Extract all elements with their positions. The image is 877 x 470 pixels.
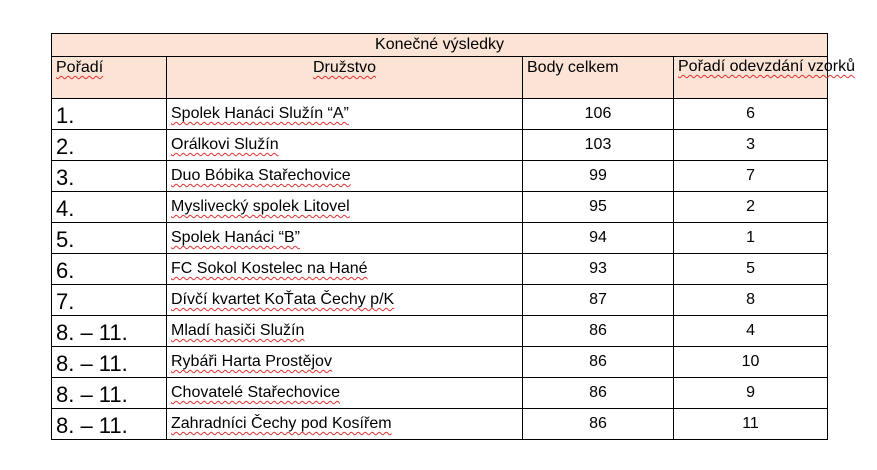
team-name: Chovatelé Stařechovice — [171, 384, 340, 401]
rank-cell: 8. – 11. — [52, 378, 167, 409]
table-row — [52, 99, 828, 130]
header-team — [167, 57, 523, 99]
order-cell: 2 — [674, 192, 828, 223]
points-cell: 94 — [523, 223, 674, 254]
results-table — [51, 33, 855, 440]
table-row — [52, 409, 828, 440]
table-row — [52, 254, 828, 285]
header-order — [674, 57, 855, 99]
order-cell: 6 — [674, 99, 828, 130]
header-team-label: Družstvo — [312, 59, 377, 76]
points-cell: 87 — [523, 285, 674, 316]
order-cell: 8 — [674, 285, 828, 316]
order-cell: 1 — [674, 223, 828, 254]
points-cell: 86 — [523, 316, 674, 347]
table-row — [52, 161, 828, 192]
rank-cell: 1. — [52, 99, 167, 130]
rank-cell: 7. — [52, 285, 167, 316]
points-cell: 86 — [523, 378, 674, 409]
team-cell — [167, 285, 523, 316]
order-cell: 7 — [674, 161, 828, 192]
team-name: Duo Bóbika Stařechovice — [171, 167, 351, 184]
team-name: FC Sokol Kostelec na Hané — [171, 260, 368, 277]
points-cell: 86 — [523, 347, 674, 378]
table-row — [52, 316, 828, 347]
header-points — [523, 57, 674, 99]
rank-cell: 8. – 11. — [52, 347, 167, 378]
order-cell: 9 — [674, 378, 828, 409]
points-cell: 103 — [523, 130, 674, 161]
team-name: Myslivecký spolek Litovel — [171, 198, 350, 215]
rank-cell: 8. – 11. — [52, 316, 167, 347]
header-row — [52, 57, 828, 99]
table-body — [52, 99, 828, 440]
rank-cell: 2. — [52, 130, 167, 161]
points-cell: 95 — [523, 192, 674, 223]
table-row — [52, 347, 828, 378]
team-cell — [167, 378, 523, 409]
table-title-text: Konečné výsledky — [375, 36, 504, 53]
team-name: Orálkovi Služín — [171, 136, 279, 153]
team-cell — [167, 130, 523, 161]
rank-cell: 6. — [52, 254, 167, 285]
rank-cell: 3. — [52, 161, 167, 192]
team-name: Rybáři Harta Prostějov — [171, 353, 332, 370]
team-cell — [167, 347, 523, 378]
team-name: Dívčí kvartet KoŤata Čechy p/K — [171, 291, 395, 308]
team-name: Spolek Hanáci Služín “A” — [171, 105, 349, 122]
team-cell — [167, 409, 523, 440]
points-cell: 106 — [523, 99, 674, 130]
table-row — [52, 223, 828, 254]
order-cell: 11 — [674, 409, 828, 440]
order-cell: 4 — [674, 316, 828, 347]
rank-cell: 4. — [52, 192, 167, 223]
points-cell: 99 — [523, 161, 674, 192]
points-cell: 93 — [523, 254, 674, 285]
header-order-label: Pořadí odevzdání vzorků — [678, 58, 855, 75]
team-cell — [167, 316, 523, 347]
table-row — [52, 130, 828, 161]
team-cell — [167, 192, 523, 223]
order-cell: 3 — [674, 130, 828, 161]
table-row — [52, 192, 828, 223]
team-name: Mladí hasiči Služín — [171, 322, 305, 339]
team-name: Spolek Hanáci “B” — [171, 229, 300, 246]
team-cell — [167, 223, 523, 254]
team-cell — [167, 254, 523, 285]
points-cell: 86 — [523, 409, 674, 440]
order-cell: 10 — [674, 347, 828, 378]
header-rank — [52, 57, 167, 99]
team-cell — [167, 161, 523, 192]
rank-cell: 8. – 11. — [52, 409, 167, 440]
table-title — [52, 34, 828, 57]
table-row — [52, 285, 828, 316]
title-row — [52, 34, 828, 57]
team-name: Zahradníci Čechy pod Kosířem — [171, 415, 392, 432]
header-points-label: Body celkem — [527, 59, 619, 76]
team-cell — [167, 99, 523, 130]
header-rank-label: Pořadí — [56, 59, 104, 76]
rank-cell: 5. — [52, 223, 167, 254]
order-cell: 5 — [674, 254, 828, 285]
table-row — [52, 378, 828, 409]
